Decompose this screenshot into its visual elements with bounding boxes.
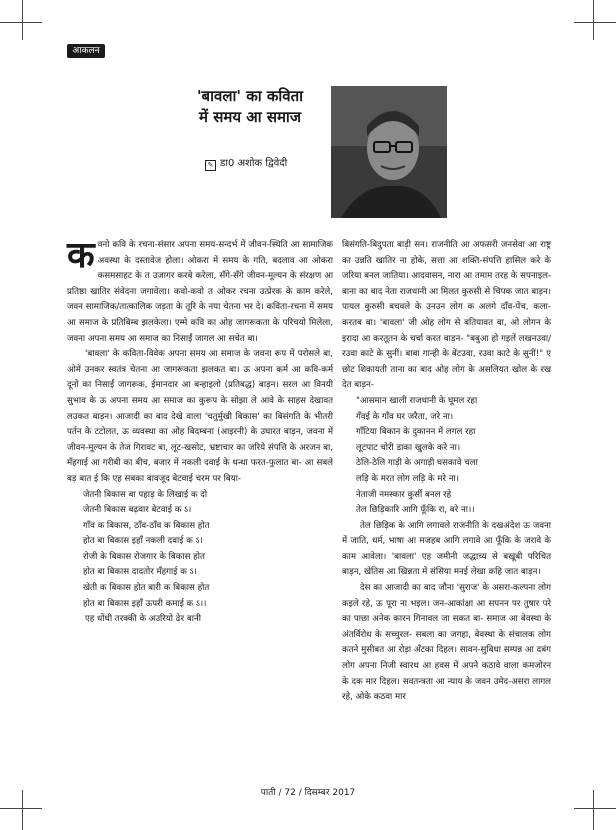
portrait-image [331, 86, 447, 218]
verse-line: गँवई के गाँव घर जरैता, जरे ना। [356, 411, 454, 422]
crop-mark [574, 808, 616, 809]
author-photo [331, 86, 447, 218]
verse-line: लड़ि के मरत लोग लड़ि के मरे ना। [356, 473, 459, 484]
crop-mark [22, 0, 23, 40]
verse-block [342, 394, 551, 519]
title-line-2: में समय आ समाज [199, 108, 301, 126]
verse-line: होत बा बिकास इहाँ नकली दवाई क ऽ। [83, 536, 203, 547]
crop-mark [593, 0, 594, 40]
paragraph-text: वनो कवि के रचना-संसार अपना समय-सन्दर्भ में जीवन-स्थिति आ सामाजिक अवस्था के दस्तावेज होला। ओकरा में समय के गति, बदलाव आ ओकरा कसमसाहट के त उजागर करबे करेला, सँगे-सँगे जीवन-मूल्यन के संरक्षण आ प्रतिष्ठा खातिर संवेदना जगावेला। कवो-कवो त ओकर रचना उत्प्रेरक के काम करेले, जवन सामाजिक/तात्कालिक जड़ता के तूरि के नया चेतना भर दे। कविता-रचना में समय आ समाज के प्रतिबिम्ब झलकेला। एम्मे कवि का ओह जागरूकता के परिचयो मिलेला, जवना अपना समय आ समाज का निसाईं जागल आ सचेत बा। [67, 240, 333, 344]
dropcap: क [67, 234, 95, 276]
paragraph: एह धोंधी तरक्की के अउरियो ढेर बानी [85, 614, 201, 625]
crop-mark [0, 22, 42, 23]
page-footer: पाती / 72 / दिसम्बर 2017 [260, 788, 356, 798]
verse-line: नेताजी नमस्कार कुर्सी बनल रहे [356, 489, 452, 500]
paragraph: तेल छिड़िक के आगि लगावले राजनीति के दखअंदेश ऊ जवना में जाति, धर्म, भाषा आ मजहब आगि लगावे आ फूँकि के जरावे के काम आवेला। 'बावला' एह जमीनी जद्धाच्य से बखूबी परिचित बाड़न, खेतिस आ खिन्नता में संसिया मनई लेखा कहि जात बाड़न। [342, 520, 551, 578]
verse-line: गाँटिया बिकान के दुकानन में लगल रहा [356, 427, 476, 438]
article-title [160, 86, 340, 128]
paragraph: बिसंगति-बिदुपता बाड़ी सन। राजनीति आ अफसरी जनसेवा आ राष्ट्र का उन्नति खातिर ना होके, सत्ता आ शक्ति-संपत्ति हासिल करे के जरिया बनल जातिया। आदवासन, नारा आ तमाम तरह के सपनाइल-बाना का बाद नेता राजधानी आ मिलत कुरुसी से चिपक जात बाड़न। पायल कुरुसी बचवले के उनउन लोग क अलगे दाँव-पेंच, कला-करतब बा। 'बावला' जी ओह लोग से बतियावत बा, ओ लोगन के इरादा आ करतूतन के चर्चा करत बाड़न- "बबुआ हो गइलें लखनउवा/रउवा काटे के सुनीं। बाबा गान्ही के बेंटउवा, रउवा काटे के सुनीं!" ए छोट शिकायती ताना का बाद ओह लोग के असलियत खोल के रख देत बाड़न- [342, 240, 551, 391]
author-name: डा0 अशोक द्विवेदी [220, 158, 288, 169]
left-column [67, 234, 333, 628]
title-line-1: 'बावला' का कविता [196, 87, 304, 105]
verse-line: ठेलि-ठेलि गाड़ी के अगाड़ी घसकावे चला [356, 458, 478, 469]
paragraph: देस का आजादी का बाद जौना 'सुराज' के असरा-कल्पना लोग कइले रहे, ऊ पूरा ना भइल। जन-आकांक्षा आ सपनन पर तुषार परे का पाछा अनेक कारन गिनावल जा सकत बा- समाज आ बेवस्था के अंतर्विरोध के सच्चुरल- सबला का जगहा, बेवस्था के संचालक लोग कतने मुसीबत आ रोड़ा अँटका दिहल। सावन-सुबिधा सम्पन्न आ दबंग लोग अपना निजी स्वारथ आ हवस में अपने कठावे वाला कमजोरन के दक मार दिहल। सवतन्त्रता आ न्याय के जवन उमेद-असरा लागल रहे, ओके कठवा मार [342, 583, 551, 703]
pen-icon: ✎ [205, 160, 216, 171]
verse-line: लूटपाट चोरी डाका खुलके करे ना। [356, 442, 461, 453]
crop-mark [574, 22, 616, 23]
verse-line: होत बा बिकास दादतोर मँहगाई क ऽ। [83, 567, 197, 578]
verse-line: जेतनी बिकास बा पहाड़ के लिखाई क दो [83, 489, 208, 500]
paragraph [67, 234, 333, 347]
section-tag: आकलन [67, 44, 105, 58]
verse-line: रोजी के बिकास रोजगार के बिकास होत [83, 551, 205, 562]
verse-line: होत बा बिकास इहाँ ऊपरी कमाई क ऽ।। [83, 598, 207, 609]
crop-mark [0, 808, 42, 809]
byline [205, 155, 287, 171]
verse-line: गाँव क बिकास, ठाँव-ठाँव क बिकास होत [83, 520, 210, 531]
verse-block [67, 488, 333, 613]
right-column [342, 238, 551, 706]
verse-line: "आसमान खाली राजधानी के घूमल रहा [356, 395, 478, 406]
paragraph: 'बावला' के कविता-विवेक अपना समय आ समाज के जवना रूप में परोसले बा, ओमें उनकर स्वतंत्र चेतना आ जागरूकता झलकत बा। ऊ अपना कर्म आ कवि-कर्म दूनों का निसाईं जागरूक, ईमानदार आ बन्हाइलो (प्रतिबद्ध) बाड़न। सरल आ विनयी सुभाव के ऊ अपना समय आ समाज का कुरूप के सोझा ले आवे के साहस देखावत लउकत बाड़न। आजादी का बाद देखे वाला 'चतुर्मुखी बिकास' का बिसंगति के भीतरी पर्तन के टटोलत, ऊ व्यवस्था का ओह बिदम्बना (आइरनी) के उघारत बाड़न, जवना में जीवन-मूल्यन के तेज गिरावट बा, लूट-खसोट, भ्रष्टाचार का जरिये संपत्ति के अरजन बा, मँहगाई आ गरीबी का बीच, बजार में नकली दवाई के धन्धा फरत-फुलात बा- आ सबले बड़ बात ई कि एह सबका बावजूद बेटवाई चरम पर बिया- [67, 349, 333, 484]
verse-line: जेतनी बिकास बढ़वार बेटवाई क ऽ। [83, 505, 192, 516]
verse-line: तेल छिड़िकारि आगि फूँकि रा, बरे ना।। [356, 505, 475, 516]
verse-line: खेती क बिकास होत बारी क बिकास होत [83, 583, 210, 594]
